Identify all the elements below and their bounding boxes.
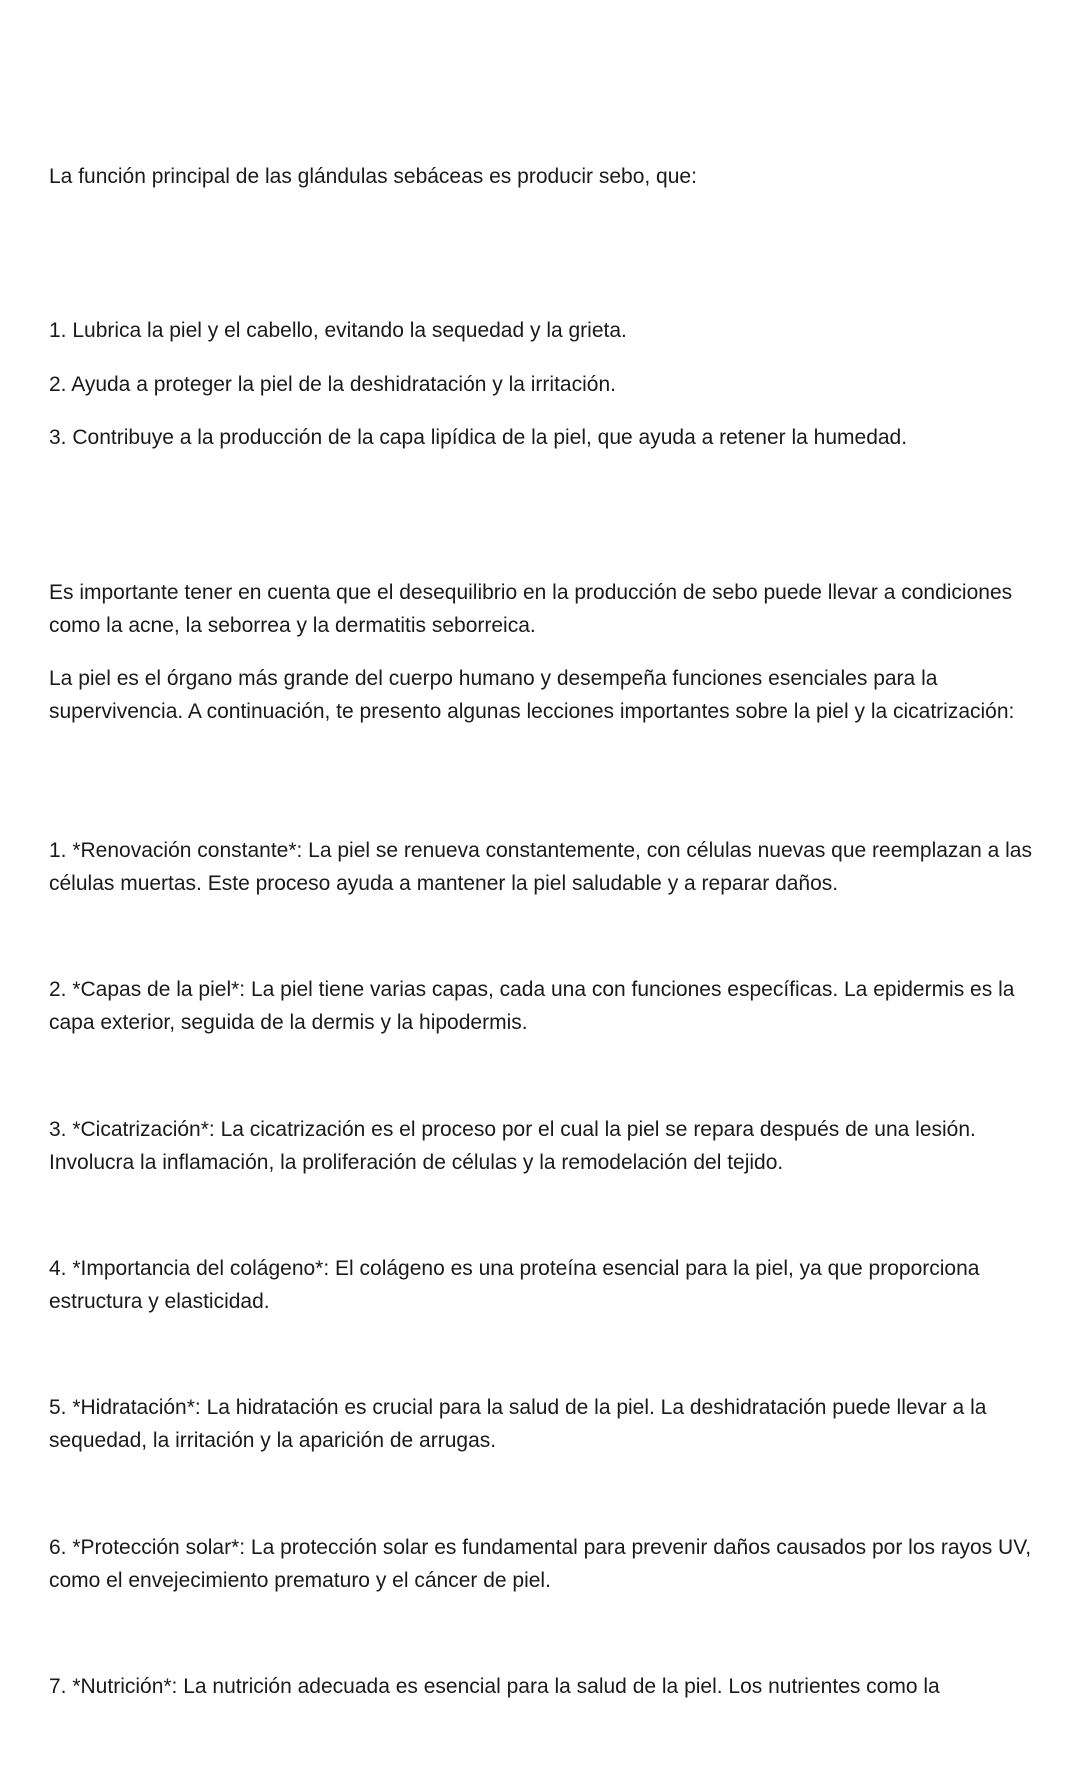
lesson-7: 7. *Nutrición*: La nutrición adecuada es esencial para la salud de la piel. Los nutrientes como la (49, 1675, 940, 1698)
intro-paragraph: La función principal de las glándulas sebáceas es producir sebo, que: (49, 165, 697, 188)
lesson-3: 3. *Cicatrización*: La cicatrización es el proceso por el cual la piel se repara después de una lesión. Involucra la inflamación, la proliferación de células y la remodelación del tejido. (49, 1118, 976, 1174)
skin-intro-paragraph: La piel es el órgano más grande del cuerpo humano y desempeña funciones esenciales para la supervivencia. A continuación, te presento algunas lecciones importantes sobre la piel y la cicatrización: (49, 667, 1015, 723)
lesson-5: 5. *Hidratación*: La hidratación es crucial para la salud de la piel. La deshidratación puede llevar a la sequedad, la irritación y la aparición de arrugas. (49, 1396, 987, 1452)
lesson-1: 1. *Renovación constante*: La piel se renueva constantemente, con células nuevas que reemplazan a las células muertas. Este proceso ayuda a mantener la piel saludable y a reparar daños. (49, 839, 1032, 895)
sebum-function-1: 1. Lubrica la piel y el cabello, evitando la sequedad y la grieta. (49, 319, 627, 342)
lesson-6: 6. *Protección solar*: La protección solar es fundamental para prevenir daños causados por los rayos UV, como el envejecimiento prematuro y el cáncer de piel. (49, 1536, 1032, 1592)
sebum-function-2: 2. Ayuda a proteger la piel de la deshidratación y la irritación. (49, 373, 616, 396)
imbalance-paragraph: Es importante tener en cuenta que el desequilibrio en la producción de sebo puede llevar a condiciones como la acne, la seborrea y la dermatitis seborreica. (49, 581, 1013, 637)
lesson-4: 4. *Importancia del colágeno*: El colágeno es una proteína esencial para la piel, ya que proporciona estructura y elasticidad. (49, 1257, 980, 1313)
sebum-function-3: 3. Contribuye a la producción de la capa lipídica de la piel, que ayuda a retener la humedad. (49, 426, 908, 449)
lesson-2: 2. *Capas de la piel*: La piel tiene varias capas, cada una con funciones específicas. La epidermis es la capa exterior, seguida de la dermis y la hipodermis. (49, 978, 1015, 1034)
